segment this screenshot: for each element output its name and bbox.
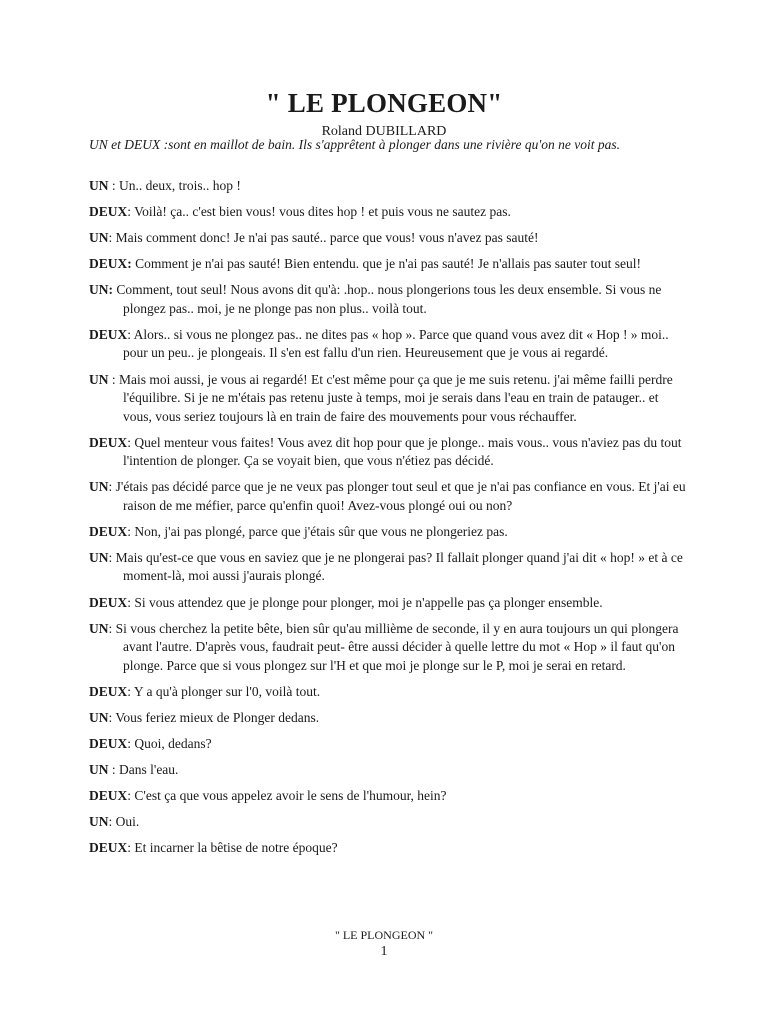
- dialogue-line: [89, 620, 689, 676]
- speaker-separator: :: [108, 479, 116, 495]
- line-text: Alors.. si vous ne plongez pas.. ne dites pas « hop ». Parce que quand vous avez dit « Hop ! » moi.. pour un peu.. je plongeais. Il s'en est fallu d'un rien. Heureusement que je vous ai regardé.: [123, 326, 669, 361]
- footer-title: " LE PLONGEON ": [334, 928, 434, 942]
- dialogue-line: [89, 371, 689, 427]
- line-text: Comment, tout seul! Nous avons dit qu'à: .hop.. nous plongerions tous les deux ensemble. Si vous ne plongez pas.. moi, je ne plonge pas non plus.. voilà tout.: [116, 282, 662, 316]
- document-title: " LE PLONGEON": [265, 88, 503, 118]
- stage-direction: UN et DEUX :sont en maillot de bain. Ils s'apprêtent à plonger dans une rivière qu'on ne voit pas.: [89, 137, 620, 152]
- speaker-name: DEUX: [89, 594, 128, 610]
- line-text: Oui.: [115, 814, 140, 830]
- line-text: Si vous attendez que je plonge pour plonger, moi je n'appelle pas ça plonger ensemble.: [134, 594, 603, 610]
- line-text: Comment je n'ai pas sauté! Bien entendu. que je n'ai pas sauté! Je n'allais pas sauter tout seul!: [135, 256, 642, 272]
- dialogue-line: [89, 683, 689, 702]
- line-text: Y a qu'à plonger sur l'0, voilà tout.: [133, 683, 321, 699]
- line-text: Un.. deux, trois.. hop !: [119, 178, 241, 193]
- speaker-name: DEUX:: [89, 256, 132, 272]
- dialogue-line: [89, 177, 689, 196]
- speaker-name: DEUX: [89, 326, 128, 342]
- dialogue-line: [89, 229, 689, 248]
- speaker-name: DEUX: [89, 683, 128, 699]
- speaker-separator: :: [108, 230, 116, 246]
- line-text: Et incarner la bêtise de notre époque?: [134, 840, 338, 856]
- dialogue-line: [89, 255, 689, 274]
- speaker-name: UN: [89, 549, 109, 565]
- dialogue-line: [89, 281, 689, 318]
- speaker-name: UN: [89, 620, 109, 636]
- line-text: Quoi, dedans?: [134, 735, 212, 751]
- speaker-separator: :: [127, 594, 135, 610]
- dialogue-line: [89, 434, 689, 471]
- dialogue-list: [89, 177, 689, 865]
- dialogue-line: [89, 735, 689, 754]
- speaker-separator: :: [127, 683, 134, 699]
- line-text: Quel menteur vous faites! Vous avez dit hop pour que je plonge.. mais vous.. vous n'aviez pas du tout l'intention de plonger. Ça se voyait bien, que vous n'étiez pas décidé.: [123, 434, 682, 469]
- speaker-separator: :: [127, 735, 135, 751]
- speaker-separator: :: [108, 762, 120, 777]
- dialogue-line: [89, 203, 689, 222]
- author-name: Roland DUBILLARD: [321, 124, 447, 139]
- line-text: Mais qu'est-ce que vous en saviez que je ne plongerai pas? Il fallait plonger quand j'ai dit « hop! » et à ce moment-là, moi aussi j'aurais plongé.: [115, 549, 683, 584]
- speaker-name: DEUX: [89, 840, 128, 856]
- speaker-name: UN: [89, 814, 109, 830]
- speaker-separator: :: [127, 434, 135, 450]
- speaker-separator: :: [127, 204, 135, 220]
- dialogue-line: [89, 709, 689, 728]
- speaker-name: DEUX: [89, 735, 128, 751]
- line-text: Vous feriez mieux de Plonger dedans.: [115, 709, 320, 725]
- page-number: 1: [380, 944, 388, 959]
- speaker-name: DEUX: [89, 204, 128, 220]
- speaker-name: UN: [89, 178, 109, 193]
- dialogue-line: [89, 549, 689, 586]
- speaker-name: UN:: [89, 282, 113, 298]
- speaker-name: DEUX: [89, 523, 128, 539]
- line-text: Mais comment donc! Je n'ai pas sauté.. parce que vous! vous n'avez pas sauté!: [115, 230, 539, 246]
- speaker-name: UN: [89, 762, 109, 777]
- speaker-name: UN: [89, 230, 109, 246]
- dialogue-line: [89, 594, 689, 613]
- line-text: Mais moi aussi, je vous ai regardé! Et c'est même pour ça que je me suis retenu. j'ai même failli perdre l'équilibre. Si je ne m'étais pas retenu juste à temps, moi je serais dans l'eau en train de patauger.. et vous, vous seriez toujours là en train de faire des mouvements pour vous réchauffer.: [119, 371, 673, 424]
- dialogue-line: [89, 839, 689, 858]
- line-text: Non, j'ai pas plongé, parce que j'étais sûr que vous ne plongeriez pas.: [134, 523, 508, 539]
- speaker-name: UN: [89, 709, 109, 725]
- speaker-name: DEUX: [89, 434, 128, 450]
- speaker-separator: :: [108, 371, 120, 387]
- speaker-name: UN: [89, 479, 109, 495]
- line-text: Voilà! ça.. c'est bien vous! vous dites hop ! et puis vous ne sautez pas.: [134, 204, 511, 220]
- dialogue-line: [89, 787, 689, 806]
- speaker-name: DEUX: [89, 788, 128, 804]
- dialogue-line: [89, 523, 689, 542]
- speaker-separator: :: [108, 549, 116, 565]
- line-text: Si vous cherchez la petite bête, bien sûr qu'au millième de seconde, il y en aura toujours un qui plongera avant l'autre. D'après vous, faudrait peut- être aussi décider à quelle lettre du mot « Hop » il faut qu'on plonge. Parce que si vous plongez sur l'H et que moi je plonge sur le P, moi je serai en retard.: [115, 620, 679, 673]
- line-text: J'étais pas décidé parce que je ne veux pas plonger tout seul et que je n'ai pas confiance en vous. Et j'ai eu raison de me méfier, parce qu'enfin quoi! Avez-vous plongé oui ou non?: [115, 479, 686, 513]
- speaker-separator: :: [127, 523, 135, 539]
- speaker-separator: :: [127, 840, 135, 856]
- dialogue-line: [89, 813, 689, 832]
- dialogue-line: [89, 478, 689, 515]
- dialogue-line: [89, 761, 689, 780]
- speaker-separator: :: [108, 178, 120, 193]
- line-text: C'est ça que vous appelez avoir le sens de l'humour, hein?: [134, 788, 447, 804]
- line-text: Dans l'eau.: [119, 762, 179, 777]
- speaker-separator: :: [127, 788, 135, 804]
- speaker-separator: :: [108, 709, 116, 725]
- dialogue-line: [89, 326, 689, 363]
- speaker-separator: :: [108, 620, 116, 636]
- speaker-name: UN: [89, 371, 109, 387]
- speaker-separator: :: [127, 326, 134, 342]
- speaker-separator: :: [108, 814, 116, 830]
